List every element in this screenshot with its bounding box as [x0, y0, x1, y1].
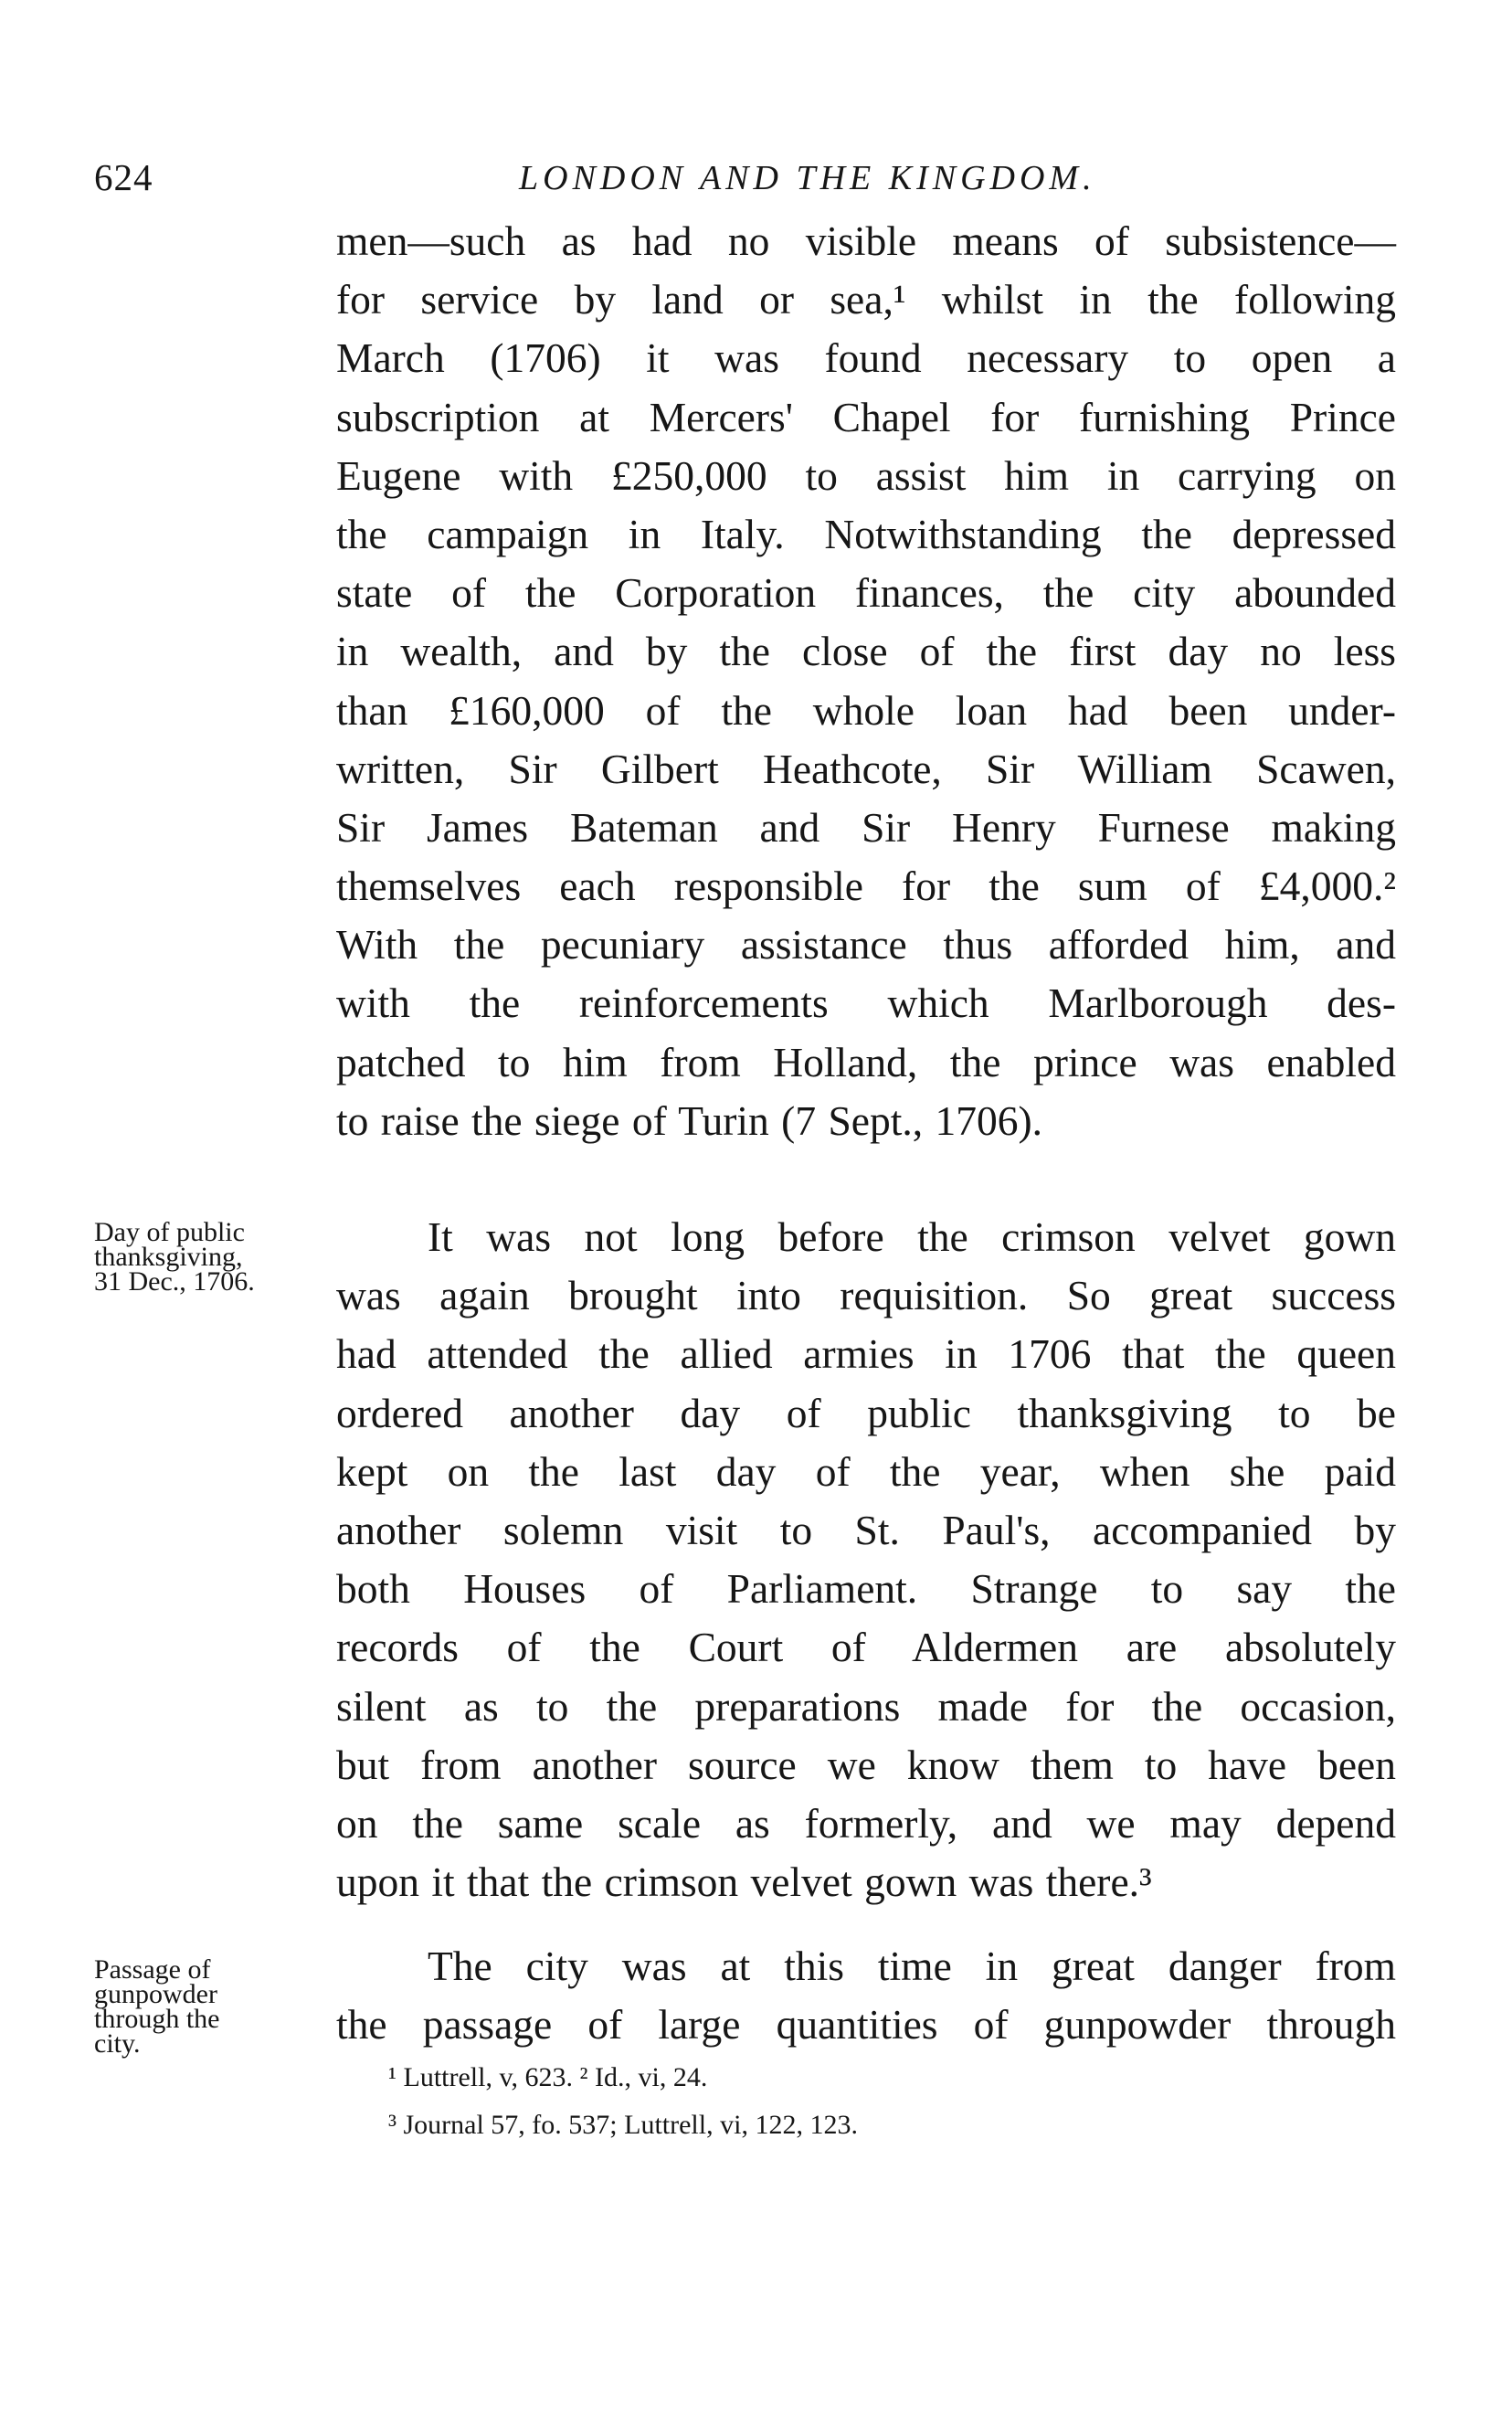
paragraph-1 — [336, 212, 1396, 1150]
text-line: The city was at this time in great danger from — [428, 1943, 1396, 1989]
margin-note-line: city. — [94, 2028, 141, 2059]
margin-note-line: through the — [94, 2004, 220, 2034]
text-line: men—such as had no visible means of subsistence— — [336, 217, 1396, 264]
text-line: with the reinforcements which Marlborough des- — [336, 979, 1396, 1027]
text-line: records of the Court of Aldermen are absolutely — [336, 1624, 1396, 1671]
text-line: the passage of large quantities of gunpowder through — [336, 2001, 1396, 2049]
margin-note-line: Day of public — [94, 1217, 245, 1247]
margin-note-line: gunpowder — [94, 1979, 217, 2009]
margin-note-line: Passage of — [94, 1954, 211, 1985]
text-line: subscription at Mercers' Chapel for furnishing Prince — [336, 393, 1396, 440]
text-line: written, Sir Gilbert Heathcote, Sir William Scawen, — [336, 745, 1396, 792]
text-line: Sir James Bateman and Sir Henry Furnese making — [336, 803, 1396, 851]
footnotes — [388, 2054, 858, 2149]
text-line: the campaign in Italy. Notwithstanding the depressed — [336, 510, 1396, 557]
margin-note-line: 31 Dec., 1706. — [94, 1266, 255, 1297]
text-line: state of the Corporation finances, the city abounded — [336, 569, 1396, 617]
text-line: ordered another day of public thanksgiving to be — [336, 1389, 1396, 1436]
paragraph-3 — [336, 1937, 1396, 2054]
text-line: themselves each responsible for the sum of £4,000.² — [336, 863, 1396, 910]
text-line: With the pecuniary assistance thus afforded him, and — [336, 921, 1396, 969]
page-number: 624 — [94, 156, 153, 198]
text-line: than £160,000 of the whole loan had been under- — [336, 686, 1396, 734]
footnote-line: ³ Journal 57, fo. 537; Luttrell, vi, 122, 123. — [388, 2110, 858, 2140]
margin-note-gunpowder — [94, 1954, 304, 2059]
margin-note-line: thanksgiving, — [94, 1242, 243, 1272]
text-line: patched to him from Holland, the prince was enabled — [336, 1038, 1396, 1085]
text-line: in wealth, and by the close of the first day no less — [336, 628, 1396, 675]
text-line: but from another source we know them to have been — [336, 1741, 1396, 1788]
text-line: It was not long before the crimson velvet gown — [428, 1213, 1396, 1260]
text-line: for service by land or sea,¹ whilst in the following — [336, 276, 1396, 323]
text-line: kept on the last day of the year, when she paid — [336, 1447, 1396, 1495]
paragraph-2 — [336, 1208, 1396, 1911]
text-line: was again brought into requisition. So great success — [336, 1272, 1396, 1319]
text-line: on the same scale as formerly, and we may depend — [336, 1799, 1396, 1847]
text-line: silent as to the preparations made for the occasion, — [336, 1682, 1396, 1730]
running-title: LONDON AND THE KINGDOM. — [519, 159, 1096, 197]
text-line: both Houses of Parliament. Strange to say the — [336, 1565, 1396, 1613]
text-line: to raise the siege of Turin (7 Sept., 1706). — [336, 1096, 1042, 1144]
text-line: Eugene with £250,000 to assist him in carrying on — [336, 451, 1396, 499]
text-line: March (1706) it was found necessary to open a — [336, 334, 1396, 382]
text-line: upon it that the crimson velvet gown was there.³ — [336, 1858, 1152, 1906]
margin-note-thanksgiving — [94, 1217, 304, 1297]
footnote-line: ¹ Luttrell, v, 623. ² Id., vi, 24. — [388, 2062, 708, 2092]
text-line: another solemn visit to St. Paul's, accompanied by — [336, 1506, 1396, 1553]
text-line: had attended the allied armies in 1706 that the queen — [336, 1330, 1396, 1378]
